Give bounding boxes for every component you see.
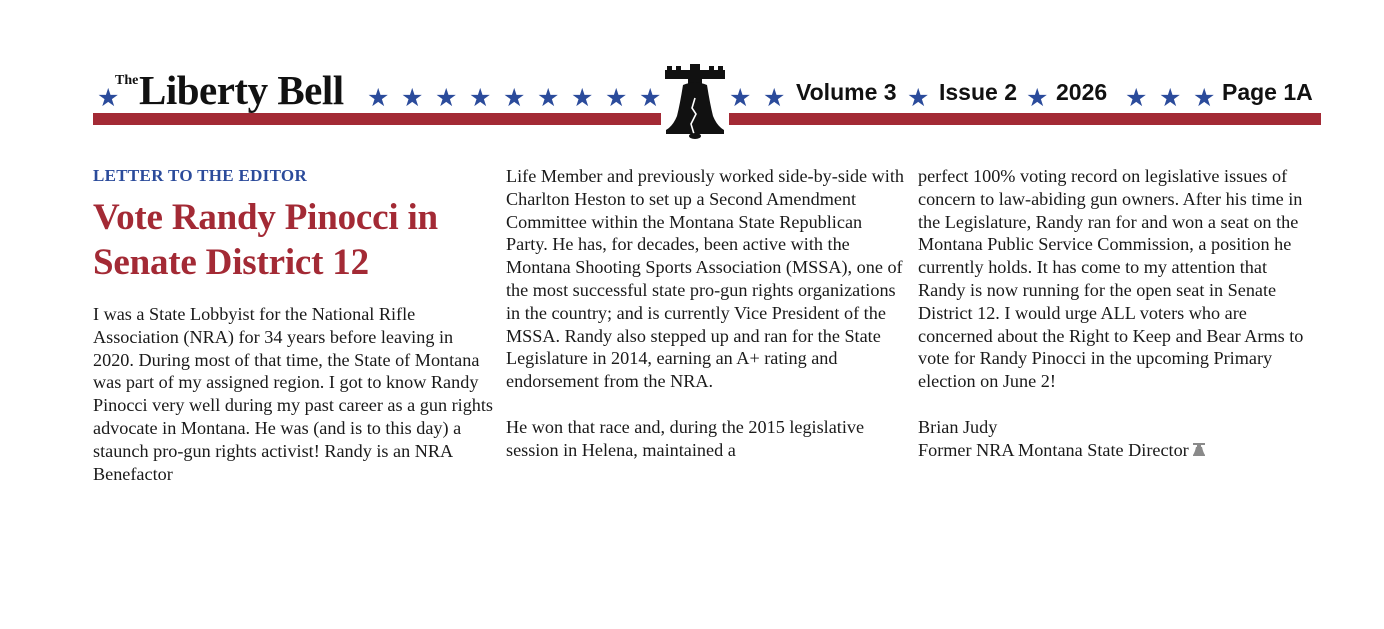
star-icon: ★: [401, 83, 424, 112]
logo-title: Liberty Bell: [139, 67, 344, 113]
issue-label: Issue 2: [939, 79, 1017, 105]
signature-title: Former NRA Montana State Director: [918, 439, 1189, 460]
star-icon: ★: [435, 83, 458, 112]
article-headline: Vote Randy Pinocci in Senate District 12: [93, 197, 438, 283]
star-icon: ★: [571, 83, 594, 112]
liberty-bell-icon: [661, 64, 729, 140]
star-icon: ★: [1125, 83, 1148, 112]
star-icon: ★: [729, 83, 752, 112]
newspaper-logo: [113, 66, 373, 114]
liberty-bell-end-icon: [1192, 442, 1206, 458]
article-paragraph: perfect 100% voting record on legislative issues of concern to law-abiding gun owners. After his time in the Legislature, Randy ran for and won a seat on the Montana Public Service Commission, a position he currently holds. It has come to my attention that Randy is now running for the open seat in Senate District 12. I would urge ALL voters who are concerned about the Right to Keep and Bear Arms to vote for Randy Pinocci in the upcoming Primary election on June 2!: [918, 166, 1304, 392]
star-icon: ★: [1159, 83, 1182, 112]
star-icon: ★: [367, 83, 390, 112]
star-icon: ★: [1026, 83, 1049, 112]
article-column-1: [93, 165, 493, 485]
masthead: [93, 62, 1321, 140]
signature-block: [918, 416, 1316, 462]
year-label: 2026: [1056, 79, 1108, 105]
star-icon: ★: [639, 83, 662, 112]
signature-name: Brian Judy: [918, 416, 998, 437]
article-paragraph: Life Member and previously worked side-by-side with Charlton Heston to set up a Second Amendment Committee within the Montana State Republican Party. He has, for decades, been active with the Montana Shooting Sports Association (MSSA), one of the most successful state pro-gun rights organizations in the country; and is currently Vice President of the MSSA. Randy also stepped up and ran for the State Legislature in 2014, earning an A+ rating and endorsement from the NRA.: [506, 166, 905, 392]
star-icon: ★: [1193, 83, 1216, 112]
article-paragraph: I was a State Lobbyist for the National Rifle Association (NRA) for 34 years before leaving in 2020. During most of that time, the State of Montana was part of my assigned region. I got to know Randy Pinocci very well during my past career as a gun rights advocate in Montana. He was (and is to this day) a staunch pro-gun rights activist! Randy is an NRA Benefactor: [93, 304, 494, 484]
star-icon: ★: [763, 83, 786, 112]
star-icon: ★: [503, 83, 526, 112]
star-icon: ★: [605, 83, 628, 112]
article-column-2: [506, 165, 904, 461]
article-kicker: LETTER TO THE EDITOR: [93, 166, 308, 185]
volume-label: Volume 3: [796, 79, 897, 105]
star-icon: ★: [537, 83, 560, 112]
logo-the: The: [115, 73, 139, 88]
article-column-3: [918, 165, 1316, 461]
page-label: Page 1A: [1222, 79, 1313, 105]
article-paragraph: He won that race and, during the 2015 legislative session in Helena, maintained a: [506, 416, 865, 460]
star-icon: ★: [907, 83, 930, 112]
star-icon: ★: [97, 83, 120, 112]
star-icon: ★: [469, 83, 492, 112]
